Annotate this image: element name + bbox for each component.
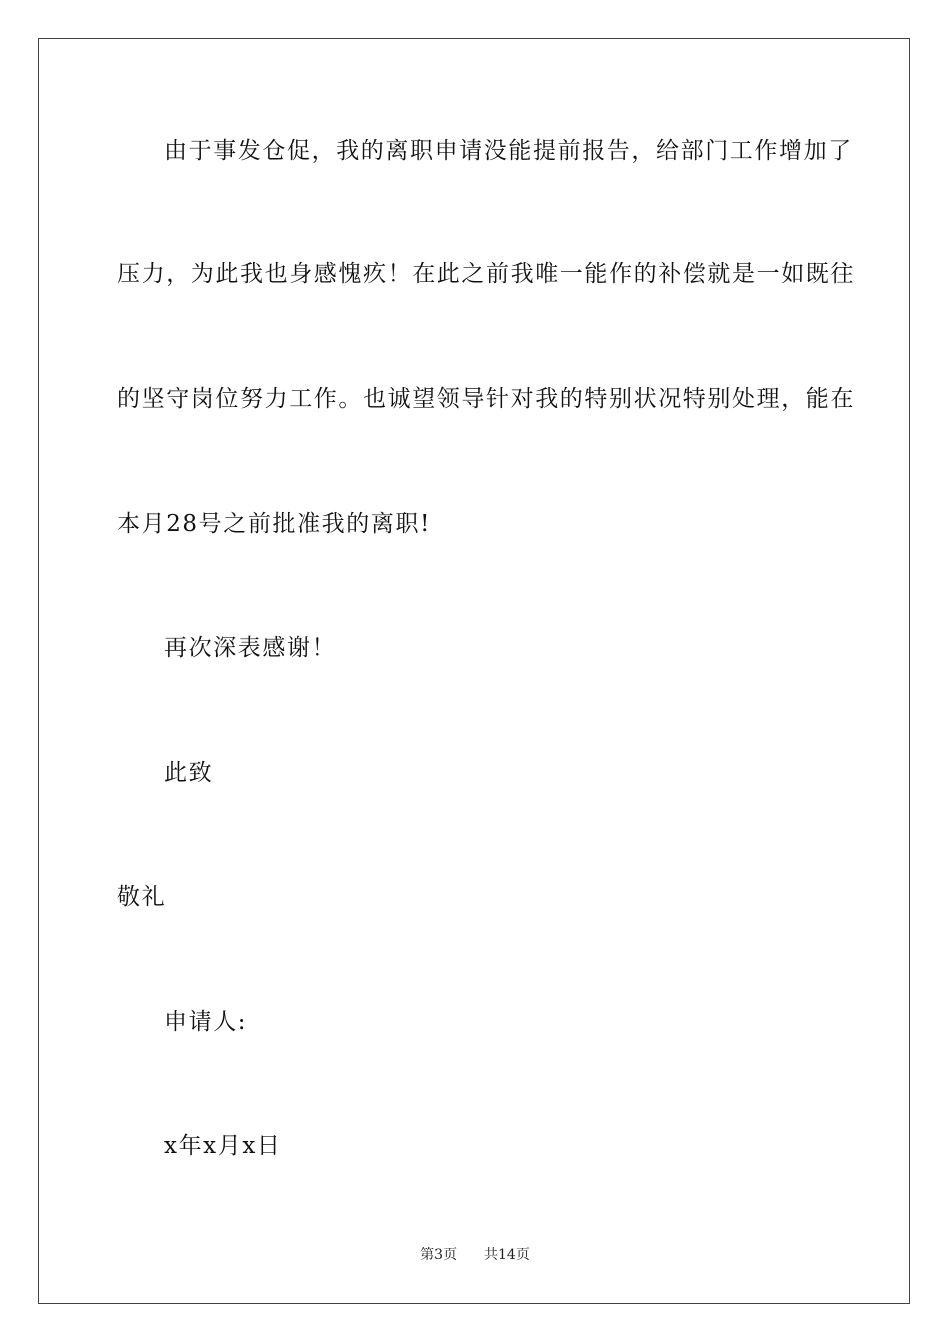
page-number-total: 共14页 <box>484 1247 530 1263</box>
paragraph-line-3: 的坚守岗位努力工作。也诚望领导针对我的特别状况特别处理，能在 <box>117 386 855 412</box>
thanks-line: 再次深表感谢！ <box>164 635 337 661</box>
paragraph-line-2: 压力，为此我也身感愧疚！在此之前我唯一能作的补偿就是一如既往 <box>117 261 855 287</box>
page-border <box>38 38 910 1304</box>
page-footer <box>0 1246 950 1264</box>
applicant-line: 申请人: <box>164 1009 248 1035</box>
salutation-line: 敬礼 <box>117 884 167 910</box>
paragraph-line-4: 本月28号之前批准我的离职! <box>117 511 431 537</box>
closing-line: 此致 <box>164 760 214 786</box>
date-line: x年x月x日 <box>164 1133 282 1159</box>
paragraph-line-1: 由于事发仓促，我的离职申请没能提前报告，给部门工作增加了 <box>164 138 853 164</box>
page-number-current: 第3页 <box>420 1247 458 1263</box>
